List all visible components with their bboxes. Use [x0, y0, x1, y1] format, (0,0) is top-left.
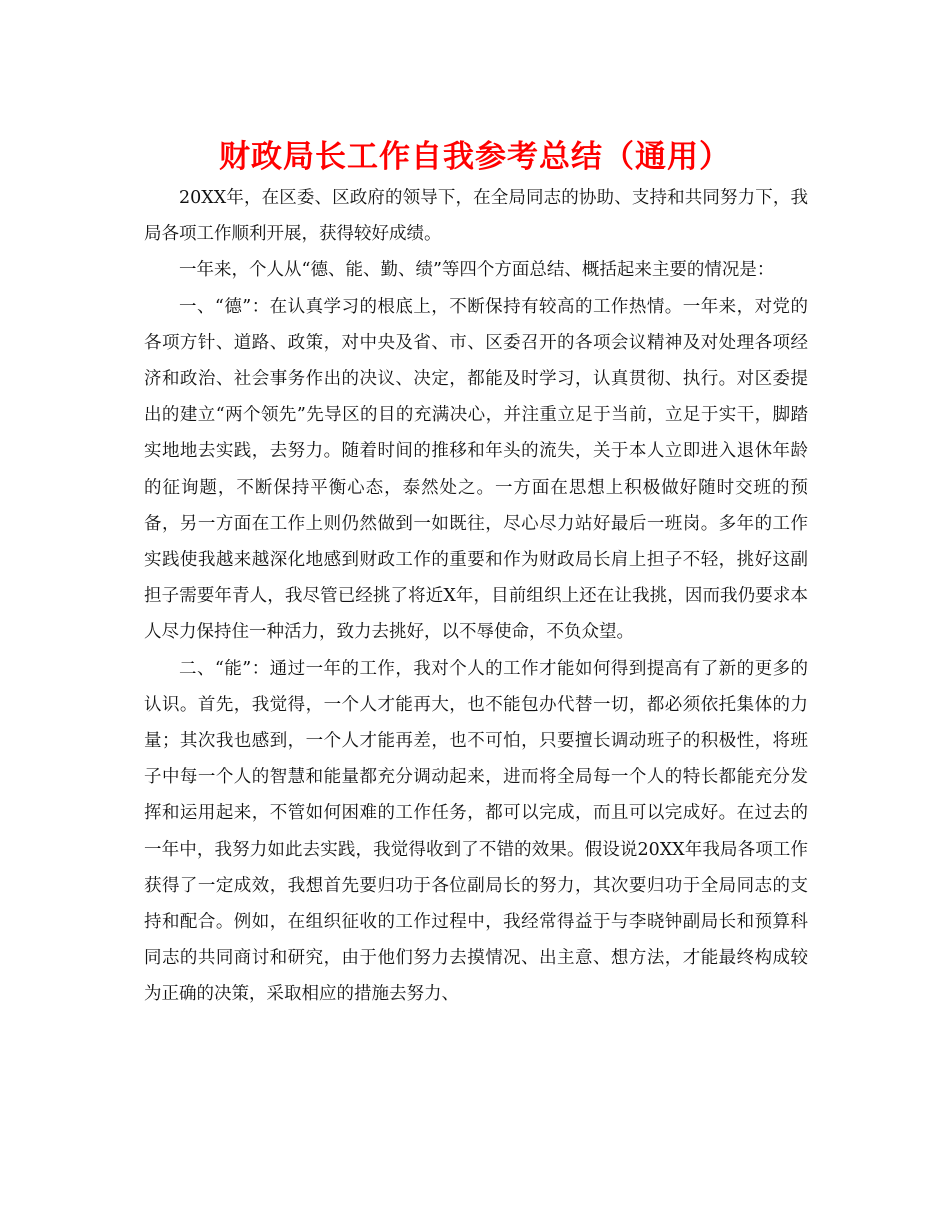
paragraph-intro: 20XX年，在区委、区政府的领导下，在全局同志的协助、支持和共同努力下，我局各项工作顺利开展，获得较好成绩。 [144, 188, 808, 245]
paragraph-neng: 二、“能”：通过一年的工作，我对个人的工作才能如何得到提高有了新的更多的认识。首先，我觉得，一个人才能再大，也不能包办代替一切，都必须依托集体的力量；其次我也感到，一个人才能再差，也不可怕，只要擅长调动班子的积极性，将班子中每一个人的智慧和能量都充分调动起来，进而将全局每一个人的特长都能充分发挥和运用起来，不管如何困难的工作任务，都可以完成，而且可以完成好。在过去的一年中，我努力如此去实践，我觉得收到了不错的效果。假设说20XX年我局各项工作获得了一定成效，我想首先要归功于各位副局长的努力，其次要归功于全局同志的支持和配合。例如，在组织征收的工作过程中，我经常得益于与李晓钟副局长和预算科同志的共同商讨和研究，由于他们努力去摸情况、出主意、想方法，才能最终构成较为正确的决策，采取相应的措施去努力、 [144, 658, 808, 1005]
paragraph-overview: 一年来，个人从“德、能、勤、绩”等四个方面总结、概括起来主要的情况是： [179, 260, 775, 281]
document-body [144, 180, 808, 1013]
paragraph-de: 一、“德”：在认真学习的根底上，不断保持有较高的工作热情。一年来，对党的各项方针、道路、政策，对中央及省、市、区委召开的各项会议精神及对处理各项经济和政治、社会事务作出的决议、决定，都能及时学习，认真贯彻、执行。对区委提出的建立“两个领先”先导区的目的充满决心，并注重立足于当前，立足于实干，脚踏实地地去实践，去努力。随着时间的推移和年头的流失，关于本人立即进入退休年龄的征询题，不断保持平衡心态，泰然处之。一方面在思想上积极做好随时交班的预备，另一方面在工作上则仍然做到一如既往，尽心尽力站好最后一班岗。多年的工作实践使我越来越深化地感到财政工作的重要和作为财政局长肩上担子不轻，挑好这副担子需要年青人，我尽管已经挑了将近X年，目前组织上还在让我挑，因而我仍要求本人尽力保持住一种活力，致力去挑好，以不辱使命，不负众望。 [144, 296, 808, 643]
document-title: 财政局长工作自我参考总结（通用） [219, 139, 731, 175]
